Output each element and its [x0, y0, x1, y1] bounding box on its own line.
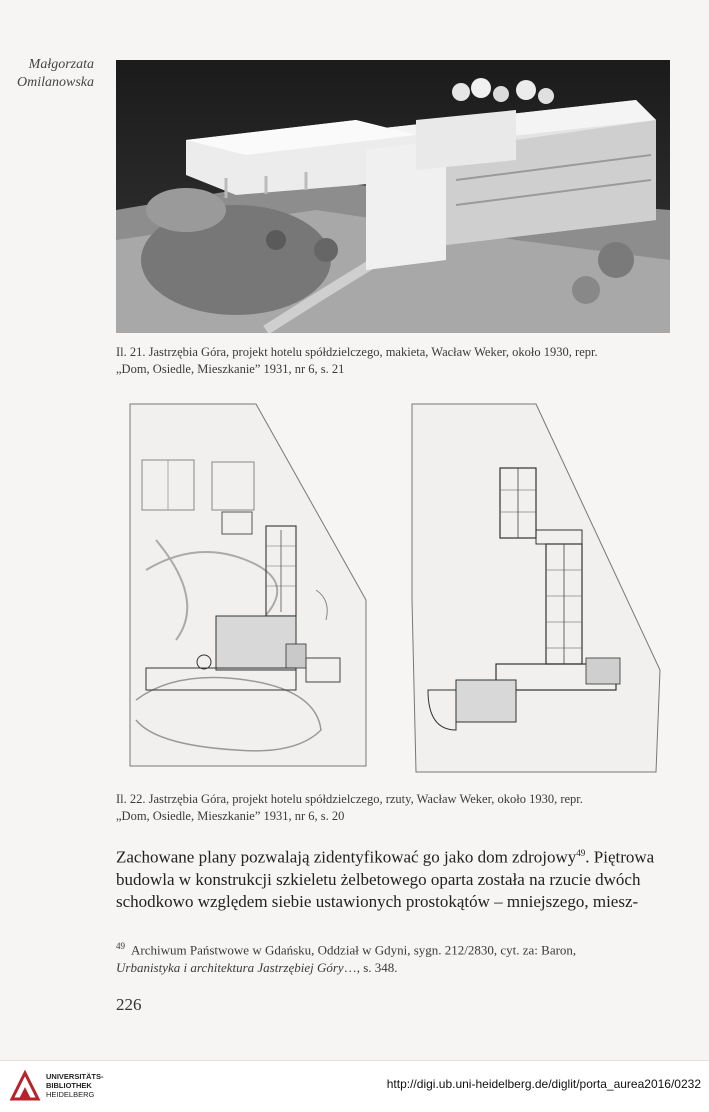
figure-22-caption-line-2: „Dom, Osiedle, Mieszkanie” 1931, nr 6, s. 20 [116, 809, 345, 823]
footnote-number: 49 [116, 941, 125, 951]
body-line-1-text: Zachowane plany pozwalają zidentyfikować go jako dom zdrojowy [116, 847, 577, 867]
logo-line-1: UNIVERSITÄTS- [46, 1072, 104, 1081]
footnote-49 [116, 937, 676, 977]
footnote-ref-49[interactable]: 49 [576, 848, 586, 858]
permalink-url[interactable]: http://digi.ub.uni-heidelberg.de/diglit/porta_aurea2016/0232 [386, 1077, 701, 1091]
figure-21-model-photo [116, 60, 670, 333]
footnote-line-2-rest: …, s. 348. [343, 960, 398, 976]
page-number: 226 [116, 995, 142, 1014]
body-line-1 [116, 842, 676, 869]
figure-21-caption [116, 344, 676, 378]
body-line-2: budowla w konstrukcji szkieletu żelbetowego oparta została na rzucie dwóch [116, 869, 641, 889]
footnote-line-1 [116, 937, 676, 959]
footnote-line-1-text: Archiwum Państwowe w Gdańsku, Oddział w Gdyni, sygn. 212/2830, cyt. za: Baron, [131, 942, 577, 958]
figure-22-floor-plans [116, 400, 676, 780]
author-last-name: Omilanowska [17, 75, 94, 90]
site-plan-left [130, 404, 366, 766]
body-paragraph [116, 842, 676, 913]
body-line-3: schodkowo względem siebie ustawionych prostokątów – mniejszego, miesz- [116, 891, 639, 911]
author-first-name: Małgorzata [28, 57, 94, 72]
floor-plan-right [412, 404, 660, 772]
body-line-1-end: . Piętrowa [585, 847, 655, 867]
heidelberg-library-logo-icon [8, 1069, 42, 1103]
footnote-title: Urbanistyka i architektura Jastrzębiej Góry [116, 960, 344, 976]
footnote-line-2 [116, 959, 676, 977]
viewer-footer [0, 1060, 709, 1112]
figure-22-caption [116, 791, 676, 825]
figure-21-caption-line-1: Il. 21. Jastrzębia Góra, projekt hotelu spółdzielczego, makieta, Wacław Weker, około 1930, repr. [116, 345, 598, 359]
figure-21-caption-line-2: „Dom, Osiedle, Mieszkanie” 1931, nr 6, s. 21 [116, 362, 345, 376]
running-head-author [6, 56, 94, 92]
logo-line-2: BIBLIOTHEK [46, 1081, 92, 1090]
figure-22-caption-line-1: Il. 22. Jastrzębia Góra, projekt hotelu spółdzielczego, rzuty, Wacław Weker, około 1930, repr. [116, 792, 583, 806]
logo-line-3: HEIDELBERG [46, 1090, 95, 1099]
library-logo-text [46, 1072, 104, 1099]
